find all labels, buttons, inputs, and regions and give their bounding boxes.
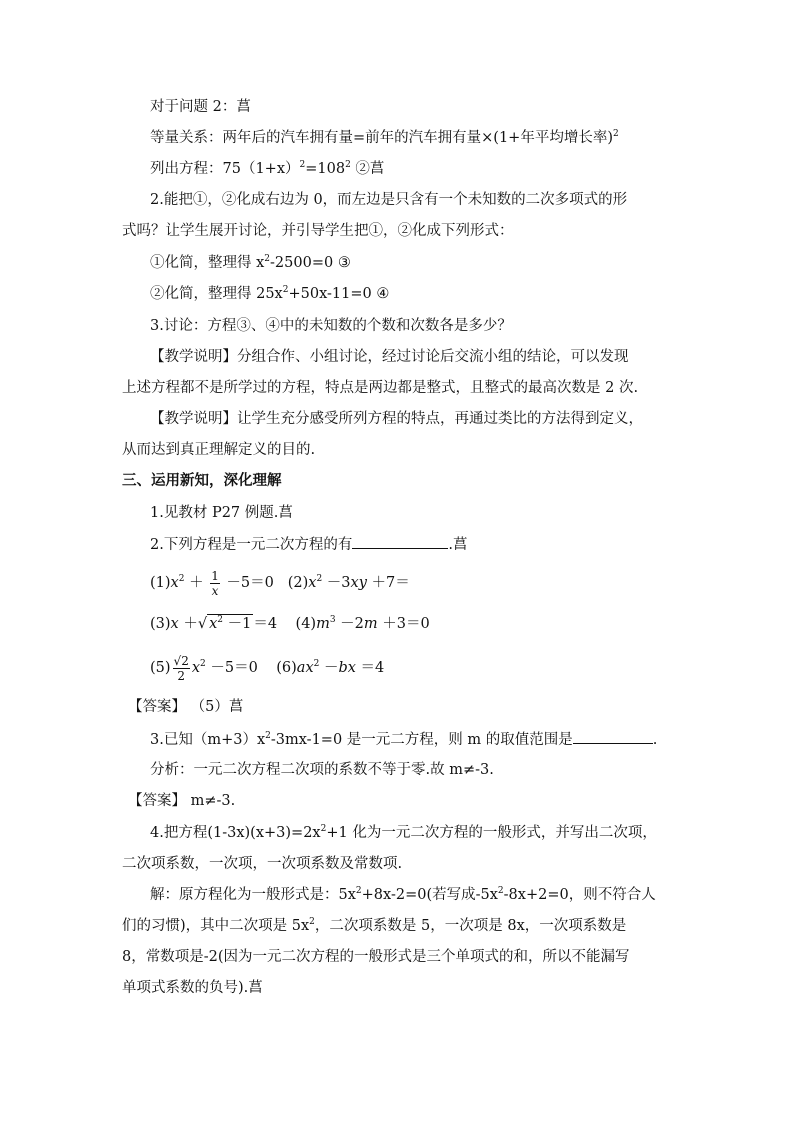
fraction: $\frac{1}{x}$ [211,568,219,598]
teaching-note-1: 【教学说明】分组合作、小组讨论，经过讨论后交流小组的结论，可以发现 [150,349,629,365]
analysis-3: 分析：一元二次方程二次项的系数不等于零.故 m≠-3. [150,762,494,778]
options-row-1: $(1)x^2$ ＋ $\frac{1}{x}$ －5＝0 $(2)x^2 -3xy +7=$ [150,568,410,598]
teaching-note-1-cont: 上述方程都不是所学过的方程，特点是两边都是整式，且整式的最高次数是 2 次. [122,380,639,396]
solution-line-4: 单项式系数的负号).菖 [122,980,263,996]
line-7: ②化简，整理得 $25x^2+50x-11=0$ ④ [150,285,390,302]
section-heading: 三、运用新知，深化理解 [122,472,282,489]
question-1: 1.见教材 P27 例题.菖 [150,505,293,521]
teaching-note-2-cont: 从而达到真正理解定义的目的. [122,442,316,458]
question-4: 4.把方程$(1-3x)(x+3)=2x^2+1$ 化为一元二次方程的一般形式，并写出二次项， [150,824,657,841]
answer-blank [352,534,448,549]
line-5: 式吗？让学生展开讨论，并引导学生把①，②化成下列形式： [122,223,514,239]
options-row-3: (5) $\frac{√2}{2}$ $x^2 -5=0$ $(6)ax^2 -bx =4$ [150,653,385,683]
question-3: 3.已知$(m+3)x^2-3mx-1=0$ 是一元二方程，则 m 的取值范围是 . [150,729,657,750]
line-2: 等量关系：两年后的汽车拥有量=前年的汽车拥有量×(1+年平均增长率)$^2$ [150,129,619,146]
solution-line-3: 8，常数项是-2(因为一元二次方程的一般形式是三个单项式的和，所以不能漏写 [122,949,630,965]
line-6: ①化简，整理得 $x^2-2500=0$ ③ [150,254,351,271]
solution-line-1: 解：原方程化为一般形式是：$5x^2+8x-2=0$(若写成$-5x^2-8x+2=0$，则不符合人 [150,886,656,903]
line-1: 对于问题 2：菖 [150,99,251,115]
solution-line-2: 们的习惯)，其中二次项是 $5x^2$，二次项系数是 5，一次项是 8x，一次项系数是 [122,917,627,934]
options-row-2: (3)x ＋√ $x^2 -1 =4$ $(4)m^3 -2m +3=0$ [150,615,430,632]
fraction: $\frac{√2}{2}$ [173,653,189,683]
line-3: 列出方程：$75(1+x)^2=108^2$ ②菖 [150,160,385,177]
line-4: 2.能把①，②化成右边为 0，而左边是只含有一个未知数的二次多项式的形 [150,192,628,208]
line-8: 3.讨论：方程③、④中的未知数的个数和次数各是多少？ [150,318,512,334]
question-2: 2.下列方程是一元二次方程的有 .菖 [150,534,467,555]
answer-3: 【答案】 m≠-3. [128,793,236,809]
question-4-cont: 二次项系数，一次项，一次项系数及常数项. [122,856,403,872]
answer-blank [573,729,653,744]
teaching-note-2: 【教学说明】让学生充分感受所列方程的特点，再通过类比的方法得到定义， [150,411,643,427]
answer-2: 【答案】 （5）菖 [128,699,244,715]
